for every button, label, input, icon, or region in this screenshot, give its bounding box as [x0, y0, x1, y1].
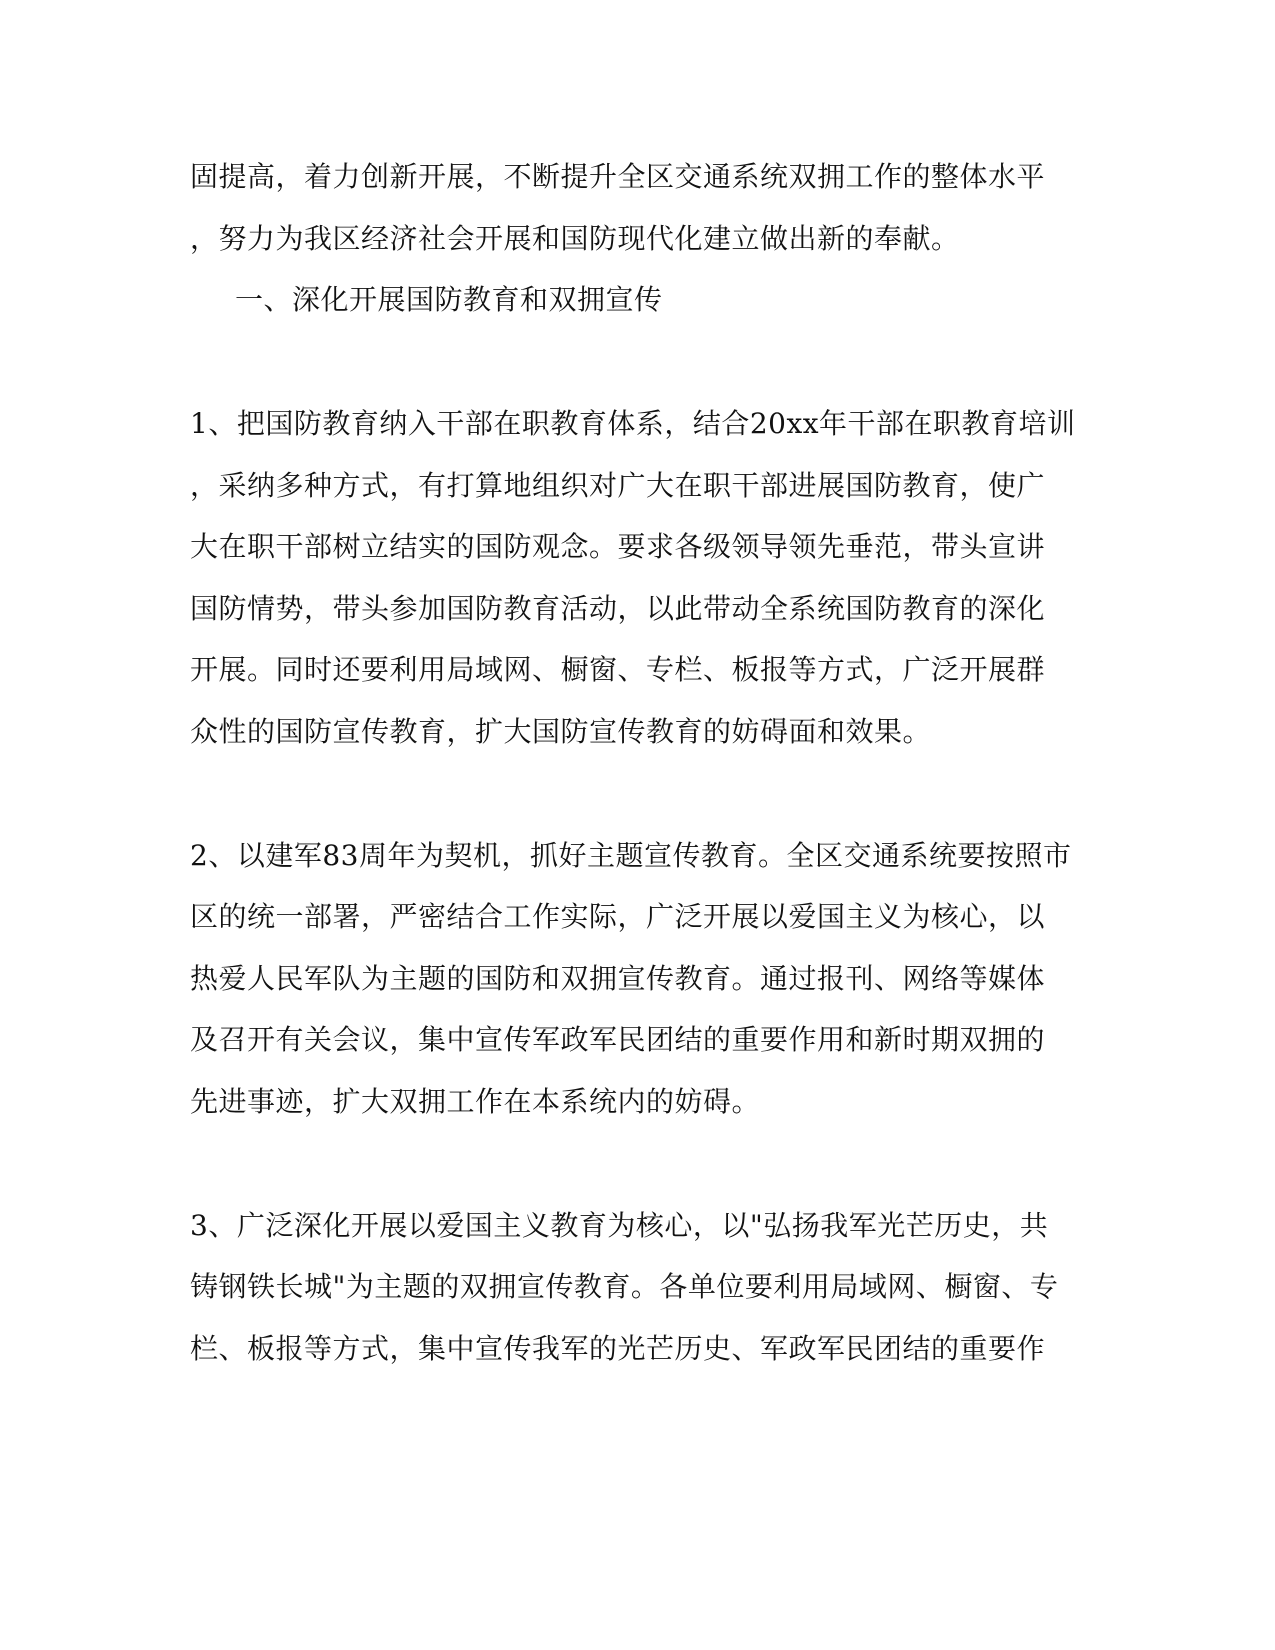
paragraph-1-line-5: 开展。同时还要利用局域网、橱窗、专栏、板报等方式，广泛开展群	[190, 653, 1046, 686]
paragraph-2-line-4: 及召开有关会议，集中宣传军政军民团结的重要作用和新时期双拥的	[190, 1023, 1046, 1056]
paragraph-3-line-3: 栏、板报等方式，集中宣传我军的光芒历史、军政军民团结的重要作	[190, 1332, 1046, 1365]
paragraph-2-line-5: 先进事迹，扩大双拥工作在本系统内的妨碍。	[190, 1085, 761, 1118]
section-heading: 一、深化开展国防教育和双拥宣传	[235, 283, 663, 316]
paragraph-1-line-2: ，采纳多种方式，有打算地组织对广大在职干部进展国防教育，使广	[190, 469, 1046, 502]
paragraph-1-line-6: 众性的国防宣传教育，扩大国防宣传教育的妨碍面和效果。	[190, 715, 932, 748]
intro-line-2: ，努力为我区经济社会开展和国防现代化建立做出新的奉献。	[190, 222, 960, 255]
intro-line-1: 固提高，着力创新开展，不断提升全区交通系统双拥工作的整体水平	[190, 160, 1046, 193]
paragraph-1-line-3: 大在职干部树立结实的国防观念。要求各级领导领先垂范，带头宣讲	[190, 530, 1046, 563]
paragraph-2-line-2: 区的统一部署，严密结合工作实际，广泛开展以爱国主义为核心，以	[190, 900, 1046, 933]
paragraph-3-line-2: 铸钢铁长城"为主题的双拥宣传教育。各单位要利用局域网、橱窗、专	[190, 1270, 1059, 1303]
paragraph-3-line-1: 3、广泛深化开展以爱国主义教育为核心，以"弘扬我军光芒历史，共	[190, 1209, 1049, 1242]
paragraph-2-line-1: 2、以建军83周年为契机，抓好主题宣传教育。全区交通系统要按照市	[190, 839, 1072, 872]
paragraph-1-line-4: 国防情势，带头参加国防教育活动，以此带动全系统国防教育的深化	[190, 592, 1046, 625]
paragraph-1-line-1: 1、把国防教育纳入干部在职教育体系，结合20xx年干部在职教育培训	[190, 407, 1076, 440]
paragraph-2-line-3: 热爱人民军队为主题的国防和双拥宣传教育。通过报刊、网络等媒体	[190, 962, 1046, 995]
